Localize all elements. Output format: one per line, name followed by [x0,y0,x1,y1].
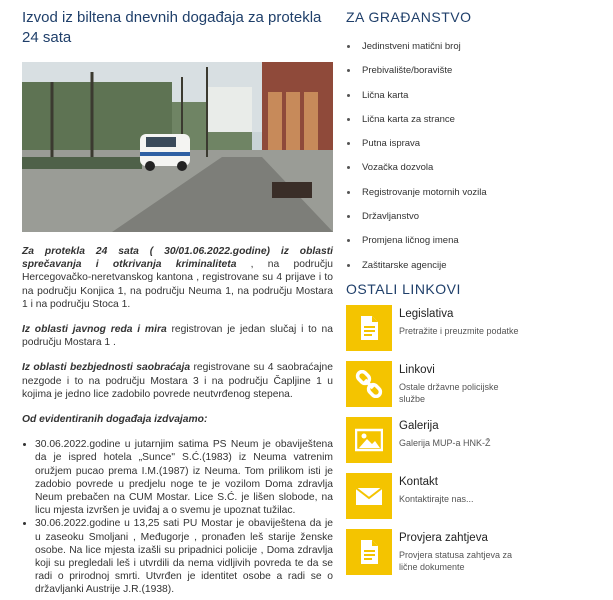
envelope-icon[interactable] [346,473,392,519]
link-description: Ostale državne policijske službe [399,381,499,404]
paragraph-crime [22,245,333,311]
service-link-id-card-foreigners[interactable]: Lična karta za strance [346,114,606,138]
article-title: Izvod iz biltena dnevnih događaja za protekla 24 sata [22,9,322,46]
link-title[interactable]: Kontakt [399,475,438,488]
street-scene-image [22,62,333,232]
chain-link-icon[interactable] [346,361,392,407]
article-photo [22,62,333,232]
service-link-name-change[interactable]: Promjena ličnog imena [346,235,606,259]
sidebar [346,0,606,585]
link-title[interactable]: Legislativa [399,307,454,320]
other-links [346,305,606,585]
link-description: Pretražite i preuzmite podatke [399,325,519,336]
link-title[interactable]: Galerija [399,419,439,432]
service-link-residence[interactable]: Prebivalište/boravište [346,65,606,89]
link-contact[interactable] [346,473,606,529]
image-icon[interactable] [346,417,392,463]
link-request-check[interactable] [346,529,606,585]
article [22,0,333,597]
crime-text: , na području Hercegovačko-neretvanskog kantona , registrovane su 4 prijave i to na području Konjica 1, na području Neuma 1, na području Mostara 1 i na području Stoca 1. [22,259,333,310]
link-description: Galerija MUP-a HNK-Ž [399,437,491,448]
service-link-jmbg[interactable]: Jedinstveni matični broj [346,41,606,65]
other-links-heading: OSTALI LINKOVI [346,280,461,297]
link-description: Kontaktirajte nas... [399,493,474,504]
link-legislation[interactable] [346,305,606,361]
traffic-lead: Iz oblasti bezbjednosti saobraćaja [22,362,191,374]
link-title[interactable]: Linkovi [399,363,435,376]
crime-lead: Za protekla 24 sata ( 30/01.06.2022.godine) iz oblasti sprečavanja i otkrivanja kriminaliteta [22,246,333,271]
event-list [22,438,333,596]
list-item: • 30.06.2022.godine u jutarnjim satima PS Neum je obaviještena da je ispred hotela „Sunce" S.Ć.(1983) iz Neuma vatrenim oružjem pucao prema I.M.(1987) iz Neuma. Tom prilikom isti je zadobio povrede u predjelu noge te je vozilom Doma zdravlja Neum prebačen na CUM Mostar. Lice S.Ć. je lišen slobode, na licu mjesta izvršen je uviđaj a o svemu je upoznat tužilac. [35,438,333,517]
service-link-id-card[interactable]: Lična karta [346,90,606,114]
paragraph-public-order [22,323,333,349]
document-icon[interactable] [346,305,392,351]
paragraph-traffic [22,361,333,401]
paragraph-highlights [22,413,333,426]
citizen-services-list [346,41,606,284]
link-description: Provjera statusa zahtjeva za lične dokumente [399,549,513,572]
link-links[interactable] [346,361,606,417]
service-link-citizenship[interactable]: Državljanstvo [346,211,606,235]
list-item: • 30.06.2022.godine u 13,25 sati PU Mostar je obaviještena da je u zaseoku Smoljani , Međugorje , pronađen leš starije ženske osobe. Na lice mjesta izašli su pripadnici policije , Doma zdravlja koji su pregledali leš i utvrdili da nema vidljivih povreda te da se radi o prirodnoj smrti. Utvrđen je identitet osobe a radi se o državljanki Austrije J.R.(1938). [35,517,333,596]
public-order-text: registrovan je jedan slučaj i to na području Mostara 1 . [22,324,334,349]
service-link-security-agencies[interactable]: Zaštitarske agencije [346,260,606,284]
service-link-driving-license[interactable]: Vozačka dozvola [346,162,606,186]
public-order-lead: Iz oblasti javnog reda i mira [22,324,167,336]
citizens-heading: ZA GRAĐANSTVO [346,9,472,25]
service-link-travel-document[interactable]: Putna isprava [346,138,606,162]
link-gallery[interactable] [346,417,606,473]
link-title[interactable]: Provjera zahtjeva [399,531,488,544]
article-body [22,245,333,597]
highlights-lead: Od evidentiranih događaja izdvajamo: [22,414,208,426]
document-icon[interactable] [346,529,392,575]
service-link-vehicle-registration[interactable]: Registrovanje motornih vozila [346,187,606,211]
traffic-text: registrovane su 4 saobraćajne nezgode i to na području Mostara 3 i na području Čapljine 1 u kojima je jedno lice zadobilo povrede neutvrđenog stepena. [22,362,333,400]
